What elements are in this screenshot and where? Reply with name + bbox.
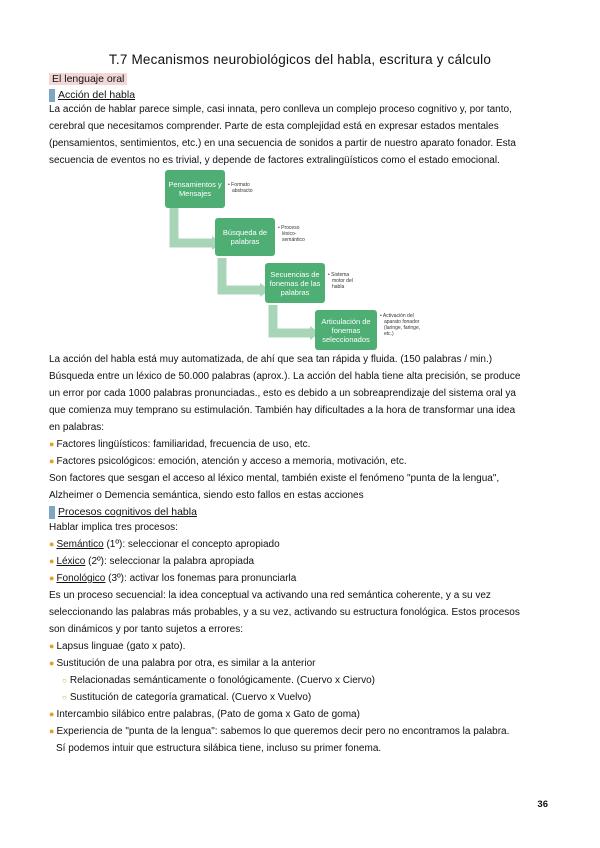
diagram-note-4: • Activación del aparato fonador (laringe, faringe, etc.) bbox=[380, 313, 421, 337]
text-line: Es un proceso secuencial: la idea conceptual va activando una red semántica coherente, y a su vez bbox=[49, 590, 491, 601]
diagram-box-articulacion: Articulación de fonemas seleccionados bbox=[315, 310, 377, 350]
section-heading: El lenguaje oral bbox=[49, 73, 127, 85]
list-subitem: ○ Sustitución de categoría gramatical. (Cuervo x Vuelvo) bbox=[62, 692, 312, 703]
speech-process-diagram bbox=[160, 168, 430, 353]
text-line: en palabras: bbox=[49, 422, 105, 433]
text-line: que comienza muy temprano su estimulación. También hay dificultades a la hora de transformar una idea bbox=[49, 405, 516, 416]
list-item: ● Fonológico (3º): activar los fonemas para pronunciarla bbox=[49, 573, 297, 584]
diagram-box-pensamientos: Pensamientos y Mensajes bbox=[165, 170, 225, 208]
text-line: son dinámicos y por tanto sujetos a errores: bbox=[49, 624, 243, 635]
list-item: ● Experiencia de "punta de la lengua": sabemos lo que queremos decir pero no encontramos la palabra. bbox=[49, 726, 510, 737]
text-line: Son factores que sesgan el acceso al léxico mental, también existe el fenómeno "punta de la lengua", bbox=[49, 473, 500, 484]
text-line: secuencia de eventos no es trivial, y depende de factores extralingüísticos como el estado emocional. bbox=[49, 155, 500, 166]
list-item: ● Factores psicológicos: emoción, atención y acceso a memoria, motivación, etc. bbox=[49, 456, 407, 467]
text-line: Hablar implica tres procesos: bbox=[49, 522, 178, 533]
text-line: Sí podemos intuir que estructura silábica tiene, incluso su primer fonema. bbox=[56, 743, 382, 754]
list-subitem: ○ Relacionadas semánticamente o fonológicamente. (Cuervo x Ciervo) bbox=[62, 675, 375, 686]
diagram-note-1: • Formato abstracto bbox=[228, 182, 253, 194]
page-title: T.7 Mecanismos neurobiológicos del habla, escritura y cálculo bbox=[108, 52, 492, 67]
text-line: (pensamientos, sentimientos, etc.) en una secuencia de sonidos a partir de nuestro aparato fonador. Esta bbox=[49, 138, 516, 149]
list-item: ● Semántico (1º): seleccionar el concepto apropiado bbox=[49, 539, 280, 550]
text-line: La acción de hablar parece simple, casi innata, pero conlleva un complejo proceso cognitivo y, por tanto, bbox=[49, 104, 512, 115]
list-item: ● Léxico (2º): seleccionar la palabra apropiada bbox=[49, 556, 255, 567]
list-item: ● Intercambio silábico entre palabras, (Pato de goma x Gato de goma) bbox=[49, 709, 360, 720]
subheading-accion-habla: Acción del habla bbox=[49, 89, 135, 102]
diagram-note-3: • Sistema motor del habla bbox=[328, 272, 353, 290]
text-line: seleccionando las palabras más probables, y a su vez, activando su estructura fonológica. Estos procesos bbox=[49, 607, 520, 618]
text-line: un error por cada 1000 palabras pronunciadas., esto es debido a un sobreaprendizaje del sistema oral ya bbox=[49, 388, 516, 399]
list-item: ● Sustitución de una palabra por otra, es similar a la anterior bbox=[49, 658, 316, 669]
diagram-note-2: • Proceso léxico- semántico bbox=[278, 225, 305, 243]
text-line: Alzheimer o Demencia semántica, siendo esto fallos en estas acciones bbox=[49, 490, 364, 501]
text-line: cerebral que necesitamos comprender. Parte de esta complejidad está en expresar estados mentales bbox=[49, 121, 499, 132]
text-line: Búsqueda entre un léxico de 50.000 palabras (aprox.). La acción del habla tiene alta precisión, se produce bbox=[49, 371, 521, 382]
diagram-box-secuencias: Secuencias de fonemas de las palabras bbox=[265, 263, 325, 303]
subheading-procesos: Procesos cognitivos del habla bbox=[49, 506, 197, 519]
text-line: La acción del habla está muy automatizada, de ahí que sea tan rápida y fluida. (150 palabras / min.) bbox=[49, 354, 493, 365]
list-item: ● Lapsus linguae (gato x pato). bbox=[49, 641, 186, 652]
page-number: 36 bbox=[537, 799, 548, 810]
diagram-box-busqueda: Búsqueda de palabras bbox=[215, 218, 275, 256]
list-item: ● Factores lingüísticos: familiaridad, frecuencia de uso, etc. bbox=[49, 439, 311, 450]
